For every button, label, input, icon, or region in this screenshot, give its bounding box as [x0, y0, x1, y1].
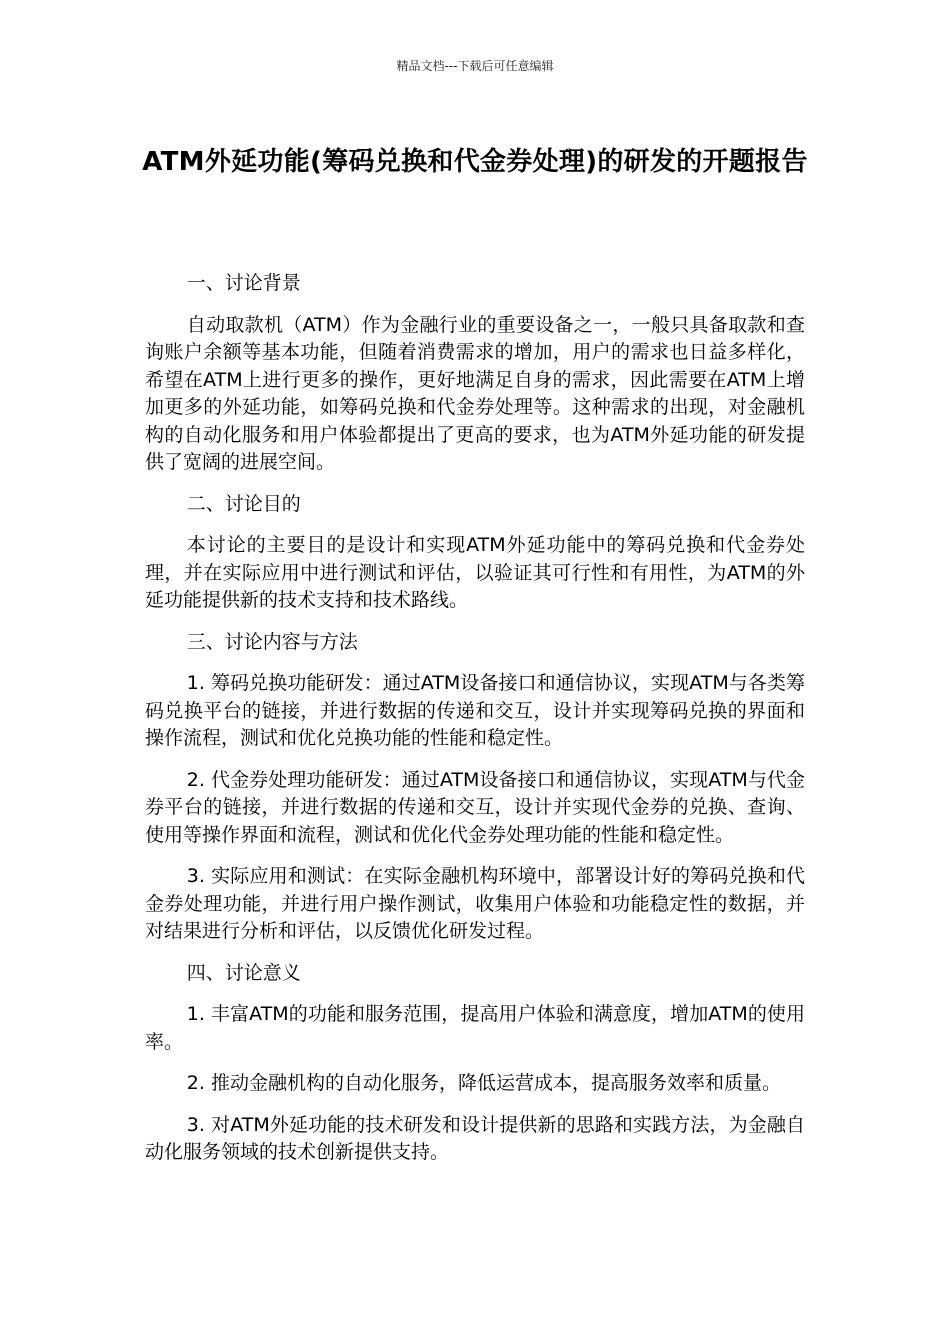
paragraph: 自动取款机（ATM）作为金融行业的重要设备之一，一般只具备取款和查询账户余额等基本功能，但随着消费需求的增加，用户的需求也日益多样化，希望在ATM上进行更多的操作，更好地满足自身的需求，因此需要在ATM上增加更多的外延功能，如筹码兑换和代金券处理等。这种需求的出现，对金融机构的自动化服务和用户体验都提出了更高的要求，也为ATM外延功能的研发提供了宽阔的进展空间。 [145, 313, 805, 473]
section-heading: 二、讨论目的 [186, 492, 301, 515]
paragraph: 1. 筹码兑换功能研发：通过ATM设备接口和通信协议，实现ATM与各类筹码兑换平台的链接，并进行数据的传递和交互，设计并实现筹码兑换的界面和操作流程，测试和优化兑换功能的性能和稳定性。 [145, 672, 805, 749]
page-header: 精品文档---下载后可任意编辑 [396, 59, 554, 73]
paragraph: 3. 实际应用和测试：在实际金融机构环境中，部署设计好的筹码兑换和代金券处理功能，并进行用户操作测试，收集用户体验和功能稳定性的数据，并对结果进行分析和评估，以反馈优化研发过程。 [145, 865, 805, 942]
paragraph: 2. 推动金融机构的自动化服务，降低运营成本，提高服务效率和质量。 [186, 1072, 781, 1094]
document-title: ATM外延功能(筹码兑换和代金券处理)的研发的开题报告 [142, 147, 808, 177]
paragraph: 本讨论的主要目的是设计和实现ATM外延功能中的筹码兑换和代金券处理，并在实际应用中进行测试和评估，以验证其可行性和有用性，为ATM的外延功能提供新的技术支持和技术路线。 [145, 534, 805, 611]
document-body [145, 270, 805, 1181]
section-heading: 一、讨论背景 [186, 272, 301, 294]
section-heading: 四、讨论意义 [186, 961, 301, 984]
section-heading: 三、讨论内容与方法 [186, 630, 358, 653]
paragraph: 3. 对ATM外延功能的技术研发和设计提供新的思路和实践方法，为金融自动化服务领域的技术创新提供支持。 [145, 1113, 805, 1163]
paragraph: 1. 丰富ATM的功能和服务范围，提高用户体验和满意度，增加ATM的使用率。 [145, 1003, 805, 1053]
paragraph: 2. 代金券处理功能研发：通过ATM设备接口和通信协议，实现ATM与代金券平台的链接，并进行数据的传递和交互，设计并实现代金券的兑换、查询、使用等操作界面和流程，测试和优化代金券处理功能的性能和稳定性。 [145, 768, 805, 846]
